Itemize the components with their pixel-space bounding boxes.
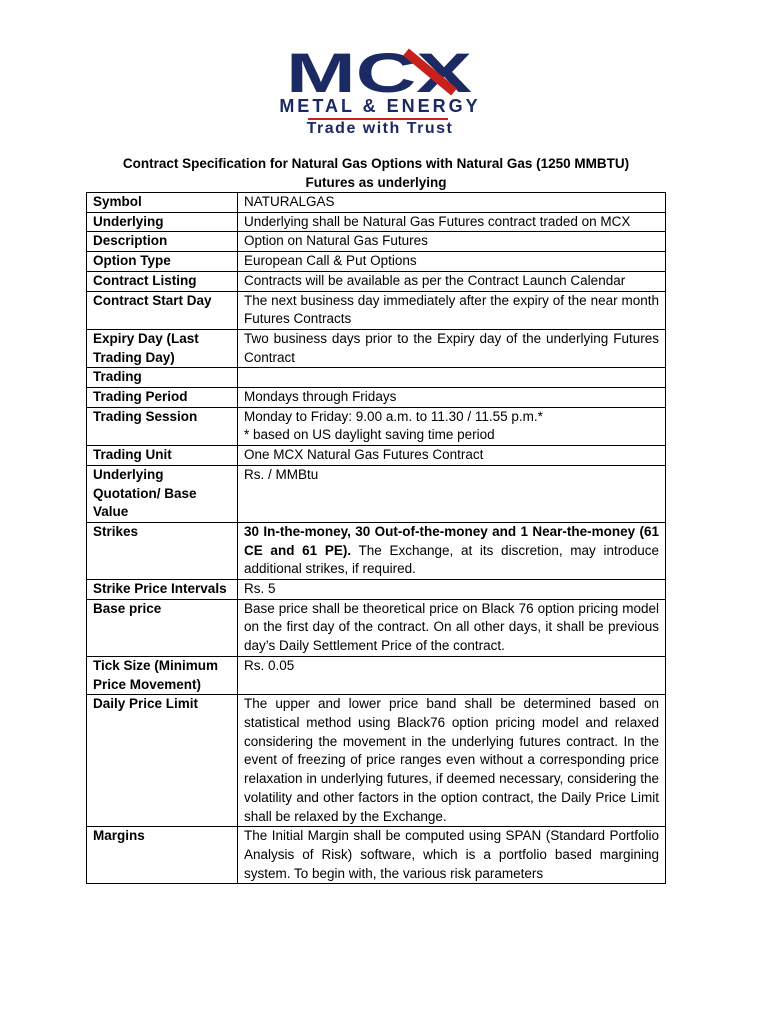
mcx-logo-mark <box>284 48 474 96</box>
table-row <box>87 329 666 367</box>
param-value: NATURALGAS <box>238 193 666 213</box>
table-row <box>87 522 666 579</box>
table-row <box>87 193 666 213</box>
table-row <box>87 407 666 445</box>
param-value: Option on Natural Gas Futures <box>238 232 666 252</box>
param-value: Rs. 0.05 <box>238 656 666 694</box>
table-row <box>87 446 666 466</box>
param-label: Margins <box>87 827 238 884</box>
table-row <box>87 599 666 656</box>
table-row <box>87 232 666 252</box>
param-label: Strikes <box>87 522 238 579</box>
contract-spec-table <box>86 192 666 884</box>
logo-tagline-metal-energy: METAL & ENERGY <box>279 96 481 116</box>
strikes-bold-text: 30 In-the-money, 30 Out-of-the-money and 1 Near-the-money (61 CE and 61 PE). <box>244 523 659 558</box>
title-line-1: Contract Specification for Natural Gas Options with Natural Gas (1250 MMBTU) <box>122 156 630 171</box>
table-row-section <box>87 368 666 388</box>
param-value: Two business days prior to the Expiry day of the underlying Futures Contract <box>238 329 666 367</box>
param-label: Daily Price Limit <box>87 695 238 827</box>
table-row <box>87 827 666 884</box>
param-value: Contracts will be available as per the Contract Launch Calendar <box>238 271 666 291</box>
trading-session-hours: Monday to Friday: 9.00 a.m. to 11.30 / 11.55 p.m.* <box>244 408 543 424</box>
param-label: Contract Start Day <box>87 291 238 329</box>
section-label-trading: Trading <box>87 368 238 388</box>
strikes-text: The Exchange, at its discretion, may introduce additional strikes, if required. <box>244 542 659 577</box>
param-label: Underlying Quotation/ Base Value <box>87 465 238 522</box>
param-value: Base price shall be theoretical price on Black 76 option pricing model on the first day of the contract. On all other days, it shall be previous day’s Daily Settlement Price of the contract. <box>238 599 666 656</box>
param-value: The upper and lower price band shall be determined based on statistical method using Black76 option pricing model and relaxed considering the movement in the underlying futures contract. In the event of freezing of price ranges even without a corresponding price relaxation in underlying futures, if deemed necessary, considering the volatility and other factors in the option contract, the Daily Price Limit shall be relaxed by the Exchange. <box>238 695 666 827</box>
title-line-2: Futures as underlying <box>305 175 447 190</box>
param-value <box>238 407 666 445</box>
mcx-logo-text: MCX <box>286 48 472 96</box>
logo-tagline-trust: Trade with Trust <box>306 120 454 137</box>
table-row <box>87 271 666 291</box>
table-row <box>87 580 666 600</box>
document-title <box>86 154 666 192</box>
param-value: The next business day immediately after the expiry of the near month Futures Contracts <box>238 291 666 329</box>
param-label: Strike Price Intervals <box>87 580 238 600</box>
param-label: Expiry Day (Last Trading Day) <box>87 329 238 367</box>
param-label: Option Type <box>87 252 238 272</box>
mcx-logo <box>258 48 498 140</box>
param-label: Base price <box>87 599 238 656</box>
param-label: Trading Session <box>87 407 238 445</box>
trading-session-footnote: * based on US daylight saving time period <box>244 427 495 443</box>
table-row <box>87 656 666 694</box>
table-row <box>87 695 666 827</box>
table-row <box>87 388 666 408</box>
param-label: Contract Listing <box>87 271 238 291</box>
param-label: Trading Period <box>87 388 238 408</box>
param-value <box>238 522 666 579</box>
param-value: One MCX Natural Gas Futures Contract <box>238 446 666 466</box>
table-row <box>87 212 666 232</box>
param-value <box>238 368 666 388</box>
table-row <box>87 465 666 522</box>
table-row <box>87 252 666 272</box>
param-label: Underlying <box>87 212 238 232</box>
param-value: Mondays through Fridays <box>238 388 666 408</box>
param-label: Symbol <box>87 193 238 213</box>
param-label: Trading Unit <box>87 446 238 466</box>
param-value: Rs. 5 <box>238 580 666 600</box>
param-label: Tick Size (Minimum Price Movement) <box>87 656 238 694</box>
param-value: The Initial Margin shall be computed using SPAN (Standard Portfolio Analysis of Risk) software, which is a portfolio based margining system. To begin with, the various risk parameters <box>238 827 666 884</box>
param-value: Rs. / MMBtu <box>238 465 666 522</box>
param-label: Description <box>87 232 238 252</box>
param-value: Underlying shall be Natural Gas Futures contract traded on MCX <box>238 212 666 232</box>
table-row <box>87 291 666 329</box>
param-value: European Call & Put Options <box>238 252 666 272</box>
